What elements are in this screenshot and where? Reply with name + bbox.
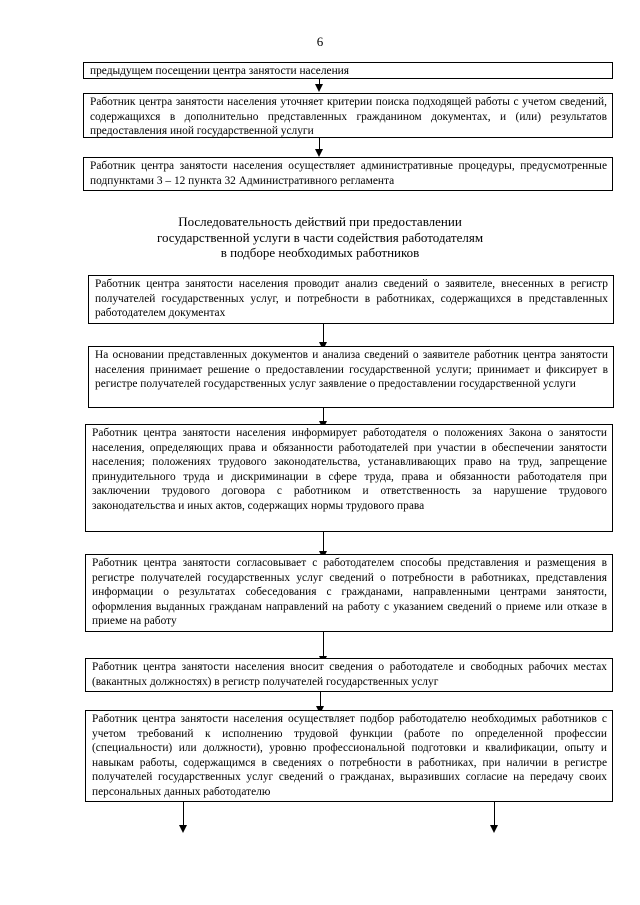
flow-box-text: Работник центра занятости населения осуществляет административные процедуры, предусмотренные подпунктами 3 – 12 пункта 32 Административного регламента xyxy=(90,160,607,187)
flow-box-text: предыдущем посещении центра занятости населения xyxy=(90,65,350,77)
flow-box-text: Работник центра занятости населения осуществляет подбор работодателю необходимых работников с учетом требований к исполнению трудовой функции (работе по определенной профессии (специальности) или должности), уровню профессиональной подготовки и квалификации, опыту и навыкам работы, содержащимся в сведениях о потребности в работниках, при наличии в регистре получателей государственных услуг сведений о гражданах, выразивших согласие на передачу своих персональных данных работодателю xyxy=(92,713,607,798)
heading-line: в подборе необходимых работников xyxy=(220,245,420,260)
flow-box-step-5 xyxy=(85,658,613,692)
flow-box-text: Работник центра занятости согласовывает с работодателем способы представления и размещения в регистре получателей государственных услуг сведений о потребности в работниках, представления информации о результатах собеседования с гражданами, направленными центрами занятости, оформления выданных гражданам направлений на работу с указанием сведений о приеме или отказе в приеме на работу xyxy=(92,557,607,628)
flow-box-text: Работник центра занятости населения информирует работодателя о положениях Закона о занятости населения, определяющих права и обязанности работодателей при участии в обеспечении занятости населения; положениях трудового законодательства, устанавливающих право на труд, запрещение принудительного труда и дискриминации в сфере труда, права и обязанности работодателя при заключении трудового договора с работником и ответственность за нарушение трудового законодательства и иных актов, содержащих нормы трудового права xyxy=(92,427,607,512)
flow-box-continued xyxy=(83,62,613,79)
flow-box-step-4 xyxy=(85,554,613,632)
flow-box-text: Работник центра занятости населения вносит сведения о работодателе и свободных рабочих местах (вакантных должностях) в регистр получателей государственных услуг xyxy=(92,661,607,688)
heading-line: государственной услуги в части содействия работодателям xyxy=(156,229,484,245)
flow-box-text: Работник центра занятости населения проводит анализ сведений о заявителе, внесенных в регистр получателей государственных услуг, и потребности в работниках, содержащихся в представленных работодателем документах xyxy=(95,278,608,320)
flow-box-step-6 xyxy=(85,710,613,802)
flow-box-step-2 xyxy=(88,346,614,408)
page-number: 6 xyxy=(316,34,324,49)
flow-box-text: Работник центра занятости населения уточняет критерии поиска подходящей работы с учетом сведений, содержащихся в дополнительно представленных гражданином документах, и (или) результатов предоставления иной государственной услуги xyxy=(90,96,607,138)
heading-line: Последовательность действий при предоставлении xyxy=(178,214,462,229)
flow-box-step-3 xyxy=(85,424,613,532)
flow-box-refine-criteria xyxy=(83,93,613,138)
flow-box-step-1 xyxy=(88,275,614,324)
section-heading xyxy=(0,214,640,261)
flow-box-text: На основании представленных документов и анализа сведений о заявителе работник центра занятости населения принимает решение о предоставлении государственной услуги; принимает и фиксирует в регистре получателей государственных услуг заявление о предоставлении государственной услуги xyxy=(95,349,608,391)
flow-box-admin-procedures xyxy=(83,157,613,191)
